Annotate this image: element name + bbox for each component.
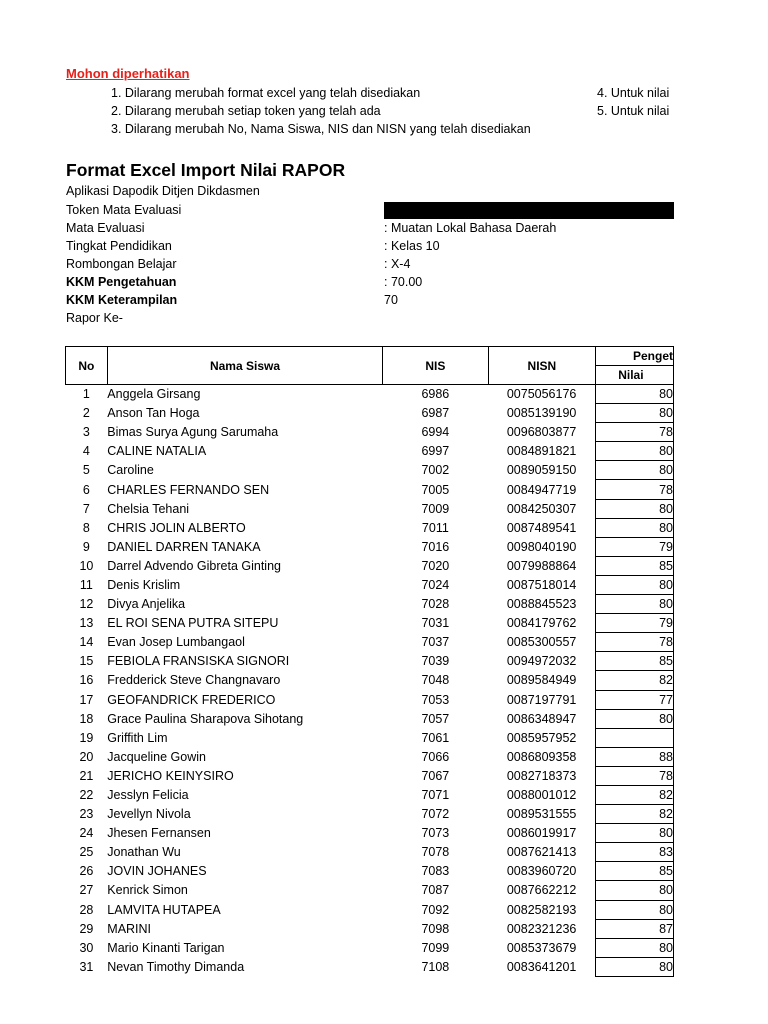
student-nis: 7009 xyxy=(421,501,450,516)
student-name: CALINE NATALIA xyxy=(107,444,207,459)
nilai-cell[interactable]: 85 xyxy=(596,556,674,575)
table-row xyxy=(66,919,674,938)
row-number: 2 xyxy=(82,406,90,421)
student-nisn: 0085373679 xyxy=(506,940,577,955)
nilai-cell[interactable]: 80 xyxy=(596,900,674,919)
row-number: 12 xyxy=(79,597,94,612)
student-name: DANIEL DARREN TANAKA xyxy=(107,539,261,554)
student-nis: 7108 xyxy=(421,959,450,974)
table-row xyxy=(66,728,674,747)
student-nis: 7016 xyxy=(421,539,450,554)
student-name: Jacqueline Gowin xyxy=(107,749,206,764)
row-number: 14 xyxy=(79,635,94,650)
student-name: Fredderick Steve Changnavaro xyxy=(107,673,281,688)
row-number: 31 xyxy=(79,959,94,974)
row-number: 10 xyxy=(79,558,94,573)
student-name: MARINI xyxy=(107,921,152,936)
student-name: Caroline xyxy=(107,463,154,478)
row-number: 5 xyxy=(82,463,90,478)
tingkat-value: : Kelas 10 xyxy=(384,239,440,253)
student-nisn: 0089059150 xyxy=(506,463,577,478)
nilai-cell[interactable]: 80 xyxy=(596,957,674,976)
col-header-nilai: Nilai xyxy=(596,366,674,385)
student-name: Jesslyn Felicia xyxy=(107,788,189,803)
student-nisn: 0083960720 xyxy=(506,864,577,879)
student-nisn: 0087621413 xyxy=(506,845,577,860)
student-nis: 7028 xyxy=(421,597,450,612)
table-row xyxy=(66,385,674,404)
student-nisn: 0075056176 xyxy=(506,387,577,402)
student-name: LAMVITA HUTAPEA xyxy=(107,902,221,917)
table-row xyxy=(66,938,674,957)
table-row xyxy=(66,671,674,690)
kkm-keterampilan-label: KKM Keterampilan xyxy=(66,293,178,307)
student-nis: 6997 xyxy=(421,444,450,459)
student-nisn: 0084947719 xyxy=(506,482,577,497)
nilai-cell[interactable] xyxy=(596,728,674,747)
student-nisn: 0082321236 xyxy=(506,921,577,936)
student-name: Jevellyn Nivola xyxy=(107,807,191,822)
student-nisn: 0087662212 xyxy=(506,883,577,898)
nilai-cell[interactable]: 80 xyxy=(596,442,674,461)
nilai-cell[interactable]: 80 xyxy=(596,824,674,843)
tingkat-label: Tingkat Pendidikan xyxy=(66,239,172,253)
row-number: 26 xyxy=(79,864,94,879)
nilai-cell[interactable]: 82 xyxy=(596,785,674,804)
student-name: Chelsia Tehani xyxy=(107,501,190,516)
row-number: 28 xyxy=(79,902,94,917)
col-header-pengetahuan: Penget xyxy=(596,347,674,366)
student-nis: 7053 xyxy=(421,692,450,707)
student-nisn: 0089531555 xyxy=(506,807,577,822)
mata-evaluasi-label: Mata Evaluasi xyxy=(66,221,145,235)
nilai-cell[interactable]: 80 xyxy=(596,385,674,404)
row-number: 8 xyxy=(82,520,90,535)
nilai-cell[interactable]: 80 xyxy=(596,938,674,957)
mata-evaluasi-value: : Muatan Lokal Bahasa Daerah xyxy=(384,221,557,235)
student-nis: 7011 xyxy=(421,520,449,535)
nilai-cell[interactable]: 80 xyxy=(596,575,674,594)
nilai-cell[interactable]: 78 xyxy=(596,423,674,442)
student-name: Darrel Advendo Gibreta Ginting xyxy=(107,558,281,573)
student-name: Mario Kinanti Tarigan xyxy=(107,940,225,955)
table-row xyxy=(66,633,674,652)
student-nisn: 0098040190 xyxy=(506,539,577,554)
student-nisn: 0085139190 xyxy=(506,406,577,421)
nilai-cell[interactable]: 78 xyxy=(596,766,674,785)
rule-4: 4. Untuk nilai xyxy=(597,86,670,100)
student-name: Divya Anjelika xyxy=(107,597,186,612)
nilai-cell[interactable]: 78 xyxy=(596,633,674,652)
student-nisn: 0088845523 xyxy=(506,597,577,612)
nilai-cell[interactable]: 83 xyxy=(596,843,674,862)
kkm-pengetahuan-value: : 70.00 xyxy=(384,275,423,289)
student-nis: 7002 xyxy=(421,463,450,478)
rapor-ke-label: Rapor Ke- xyxy=(66,311,123,325)
student-nis: 6986 xyxy=(421,387,450,402)
student-nis: 7098 xyxy=(421,921,450,936)
row-number: 22 xyxy=(79,788,94,803)
student-nis: 7039 xyxy=(421,654,450,669)
student-nisn: 0082582193 xyxy=(506,902,577,917)
student-nis: 7005 xyxy=(421,482,450,497)
student-name: Bimas Surya Agung Sarumaha xyxy=(107,425,279,440)
student-nisn: 0084891821 xyxy=(506,444,577,459)
rule-5: 5. Untuk nilai xyxy=(597,104,670,118)
student-name: CHRIS JOLIN ALBERTO xyxy=(107,520,246,535)
student-nisn: 0086348947 xyxy=(506,711,577,726)
table-row xyxy=(66,805,674,824)
row-number: 1 xyxy=(82,387,90,402)
student-name: CHARLES FERNANDO SEN xyxy=(107,482,270,497)
table-row xyxy=(66,843,674,862)
table-row xyxy=(66,824,674,843)
student-nisn: 0087518014 xyxy=(506,577,577,592)
rule-2: 2. Dilarang merubah setiap token yang telah ada xyxy=(111,104,381,118)
nilai-cell[interactable]: 77 xyxy=(596,690,674,709)
nilai-cell[interactable]: 79 xyxy=(596,537,674,556)
nilai-cell[interactable]: 80 xyxy=(596,595,674,614)
nilai-cell[interactable]: 87 xyxy=(596,919,674,938)
student-nis: 6994 xyxy=(421,425,450,440)
student-nis: 7071 xyxy=(421,788,450,803)
student-nisn: 0086809358 xyxy=(506,749,577,764)
student-nis: 7024 xyxy=(421,577,450,592)
table-row xyxy=(66,499,674,518)
row-number: 6 xyxy=(82,482,90,497)
student-nis: 7087 xyxy=(421,883,450,898)
nilai-cell[interactable]: 80 xyxy=(596,404,674,423)
table-row xyxy=(66,862,674,881)
nilai-cell[interactable]: 79 xyxy=(596,614,674,633)
student-nisn: 0084250307 xyxy=(506,501,577,516)
rombel-label: Rombongan Belajar xyxy=(66,257,177,271)
student-name: Griffith Lim xyxy=(107,730,168,745)
student-nisn: 0086019917 xyxy=(506,826,577,841)
row-number: 27 xyxy=(79,883,94,898)
grades-table xyxy=(65,346,674,977)
row-number: 23 xyxy=(79,807,94,822)
table-row xyxy=(66,747,674,766)
row-number: 15 xyxy=(79,654,94,669)
student-nis: 7031 xyxy=(421,616,450,631)
row-number: 16 xyxy=(79,673,94,688)
table-row xyxy=(66,480,674,499)
student-nisn: 0087197791 xyxy=(506,692,577,707)
rule-3: 3. Dilarang merubah No, Nama Siswa, NIS dan NISN yang telah disediakan xyxy=(111,122,531,136)
student-name: JOVIN JOHANES xyxy=(107,864,207,879)
student-name: Nevan Timothy Dimanda xyxy=(107,959,245,974)
student-nisn: 0085957952 xyxy=(506,730,577,745)
table-row xyxy=(66,518,674,537)
table-row xyxy=(66,423,674,442)
student-nis: 7020 xyxy=(421,558,450,573)
student-nisn: 0089584949 xyxy=(506,673,577,688)
row-number: 4 xyxy=(82,444,90,459)
student-nis: 7078 xyxy=(421,845,450,860)
student-name: Denis Krislim xyxy=(107,577,181,592)
table-row xyxy=(66,957,674,976)
student-nis: 7073 xyxy=(421,826,450,841)
col-header-no: No xyxy=(66,347,108,385)
student-nisn: 0096803877 xyxy=(506,425,577,440)
nilai-cell[interactable]: 80 xyxy=(596,499,674,518)
table-row xyxy=(66,766,674,785)
app-name: Aplikasi Dapodik Ditjen Dikdasmen xyxy=(66,184,260,198)
student-nisn: 0082718373 xyxy=(506,768,577,783)
row-number: 24 xyxy=(79,826,94,841)
row-number: 11 xyxy=(79,577,93,592)
student-nis: 7072 xyxy=(421,807,450,822)
student-nisn: 0087489541 xyxy=(506,520,577,535)
nilai-cell[interactable]: 85 xyxy=(596,652,674,671)
nilai-cell[interactable]: 82 xyxy=(596,671,674,690)
student-name: Anson Tan Hoga xyxy=(107,406,200,421)
student-nis: 7048 xyxy=(421,673,450,688)
nilai-cell[interactable]: 80 xyxy=(596,881,674,900)
student-name: GEOFANDRICK FREDERICO xyxy=(107,692,276,707)
token-label: Token Mata Evaluasi xyxy=(66,203,182,217)
student-nisn: 0084179762 xyxy=(506,616,577,631)
student-nis: 7067 xyxy=(421,768,450,783)
col-header-name: Nama Siswa xyxy=(107,347,382,385)
table-row xyxy=(66,442,674,461)
row-number: 21 xyxy=(79,768,94,783)
token-redaction-bar xyxy=(384,202,674,219)
student-nisn: 0085300557 xyxy=(506,635,577,650)
table-row xyxy=(66,461,674,480)
col-header-nisn: NISN xyxy=(488,347,596,385)
student-name: JERICHO KEINYSIRO xyxy=(107,768,234,783)
nilai-cell[interactable]: 80 xyxy=(596,518,674,537)
row-number: 9 xyxy=(82,539,90,554)
table-row xyxy=(66,785,674,804)
notice-title: Mohon diperhatikan xyxy=(66,66,190,81)
student-name: Evan Josep Lumbangaol xyxy=(107,635,245,650)
nilai-cell[interactable]: 80 xyxy=(596,709,674,728)
table-row xyxy=(66,652,674,671)
student-name: Grace Paulina Sharapova Sihotang xyxy=(107,711,304,726)
nilai-cell[interactable]: 88 xyxy=(596,747,674,766)
nilai-cell[interactable]: 85 xyxy=(596,862,674,881)
row-number: 29 xyxy=(79,921,94,936)
table-row xyxy=(66,709,674,728)
student-name: Kenrick Simon xyxy=(107,883,188,898)
table-row xyxy=(66,881,674,900)
student-name: Anggela Girsang xyxy=(107,387,201,402)
rombel-value: : X-4 xyxy=(384,257,411,271)
student-nisn: 0083641201 xyxy=(506,959,577,974)
student-name: Jonathan Wu xyxy=(107,845,181,860)
row-number: 20 xyxy=(79,749,94,764)
table-row xyxy=(66,556,674,575)
table-row xyxy=(66,614,674,633)
student-nisn: 0079988864 xyxy=(506,558,577,573)
nilai-cell[interactable]: 80 xyxy=(596,461,674,480)
kkm-keterampilan-value: 70 xyxy=(384,293,398,307)
nilai-cell[interactable]: 82 xyxy=(596,805,674,824)
table-row xyxy=(66,900,674,919)
student-nis: 7037 xyxy=(421,635,450,650)
table-row xyxy=(66,690,674,709)
document-title: Format Excel Import Nilai RAPOR xyxy=(66,160,346,180)
student-nis: 6987 xyxy=(421,406,450,421)
table-row xyxy=(66,595,674,614)
table-row xyxy=(66,404,674,423)
rule-1: 1. Dilarang merubah format excel yang telah disediakan xyxy=(111,86,421,100)
student-nisn: 0088001012 xyxy=(506,788,577,803)
row-number: 18 xyxy=(79,711,94,726)
nilai-cell[interactable]: 78 xyxy=(596,480,674,499)
col-header-nis: NIS xyxy=(383,347,488,385)
student-name: Jhesen Fernansen xyxy=(107,826,211,841)
kkm-pengetahuan-label: KKM Pengetahuan xyxy=(66,275,177,289)
student-nis: 7066 xyxy=(421,749,450,764)
row-number: 17 xyxy=(79,692,94,707)
row-number: 3 xyxy=(82,425,90,440)
row-number: 25 xyxy=(79,845,94,860)
student-nis: 7061 xyxy=(421,730,450,745)
row-number: 13 xyxy=(79,616,94,631)
student-nis: 7092 xyxy=(421,902,450,917)
row-number: 7 xyxy=(82,501,90,516)
table-row xyxy=(66,575,674,594)
student-name: FEBIOLA FRANSISKA SIGNORI xyxy=(107,654,290,669)
student-nis: 7099 xyxy=(421,940,450,955)
student-nisn: 0094972032 xyxy=(506,654,577,669)
student-nis: 7083 xyxy=(421,864,450,879)
row-number: 30 xyxy=(79,940,94,955)
table-row xyxy=(66,537,674,556)
student-nis: 7057 xyxy=(421,711,450,726)
student-name: EL ROI SENA PUTRA SITEPU xyxy=(107,616,279,631)
row-number: 19 xyxy=(79,730,94,745)
